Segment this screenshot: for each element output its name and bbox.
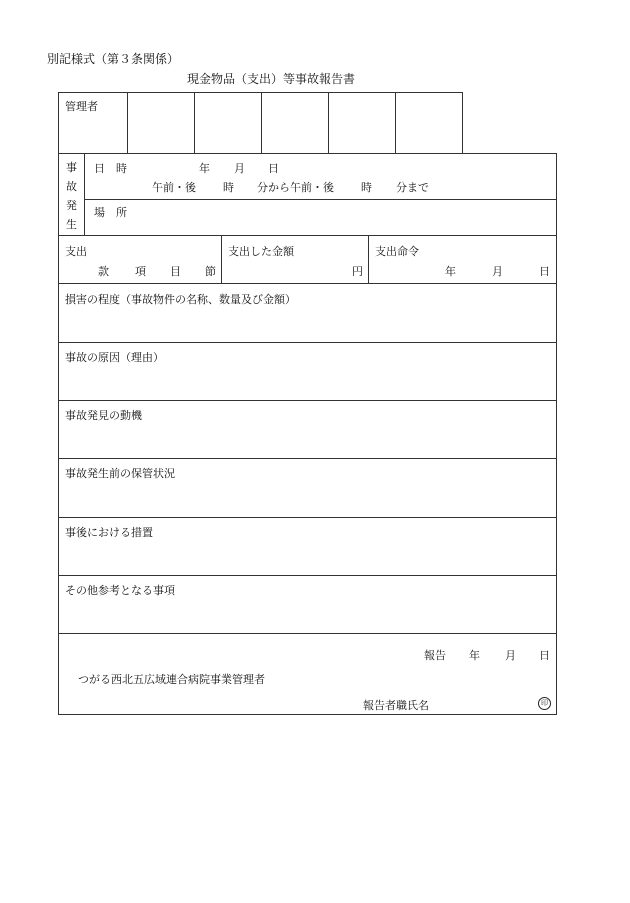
- date-month: 月: [234, 162, 245, 175]
- budget-item: 項: [135, 265, 146, 278]
- document-title: 現金物品（支出）等事故報告書: [187, 72, 356, 86]
- datetime-label: 日 時: [94, 162, 127, 175]
- seal-mark-icon: 印: [538, 697, 551, 710]
- expenditure-label: 支出: [65, 245, 87, 258]
- report-day: 日: [539, 649, 550, 662]
- manager-divider: [395, 92, 396, 154]
- accident-side-divider: [84, 153, 85, 235]
- row-line: [58, 283, 557, 284]
- row-line: [58, 458, 557, 459]
- main-table: [58, 153, 557, 715]
- time-ampm-1: 午前・後: [152, 181, 196, 194]
- report-month: 月: [505, 649, 516, 662]
- order-year: 年: [445, 265, 456, 278]
- order-label: 支出命令: [375, 245, 419, 258]
- row-line: [58, 342, 557, 343]
- budget-item: 目: [170, 265, 181, 278]
- form-reference: 別記様式（第３条関係）: [47, 52, 180, 66]
- row-line: [58, 235, 557, 236]
- section-label: 事後における措置: [65, 526, 153, 539]
- row-line: [58, 575, 557, 576]
- order-day: 日: [539, 265, 550, 278]
- report-year: 年: [469, 649, 480, 662]
- manager-label: 管理者: [65, 100, 98, 113]
- reporter-label: 報告者職氏名: [363, 699, 429, 712]
- accident-side-char: 発: [66, 199, 77, 212]
- date-year: 年: [199, 162, 210, 175]
- yen-unit: 円: [352, 265, 363, 278]
- manager-divider: [194, 92, 195, 154]
- time-hour-2: 時: [361, 181, 372, 194]
- amount-label: 支出した金額: [228, 245, 294, 258]
- accident-side-char: 事: [66, 161, 77, 174]
- time-from: 分から午前・後: [257, 181, 334, 194]
- section-label: 事故発見の動機: [65, 409, 142, 422]
- budget-item: 款: [98, 265, 109, 278]
- accident-inner-line: [84, 199, 557, 200]
- expenditure-divider: [221, 235, 222, 283]
- section-label: その他参考となる事項: [65, 584, 175, 597]
- budget-item: 節: [205, 265, 216, 278]
- time-hour-1: 時: [223, 181, 234, 194]
- accident-side-char: 生: [66, 218, 77, 231]
- report-label: 報告: [424, 649, 446, 662]
- accident-side-char: 故: [66, 180, 77, 193]
- manager-divider: [261, 92, 262, 154]
- row-line: [58, 400, 557, 401]
- row-line: [58, 517, 557, 518]
- place-label: 場 所: [94, 206, 127, 219]
- manager-divider: [127, 92, 128, 154]
- order-month: 月: [492, 265, 503, 278]
- date-day: 日: [268, 162, 279, 175]
- expenditure-divider: [368, 235, 369, 283]
- organization-line: つがる西北五広域連合病院事業管理者: [78, 673, 265, 686]
- manager-divider: [328, 92, 329, 154]
- section-label: 事故の原因（理由）: [65, 351, 164, 364]
- section-label: 損害の程度（事故物件の名称、数量及び金額）: [65, 293, 296, 306]
- time-until: 分まで: [396, 181, 429, 194]
- row-line: [58, 633, 557, 634]
- section-label: 事故発生前の保管状況: [65, 467, 175, 480]
